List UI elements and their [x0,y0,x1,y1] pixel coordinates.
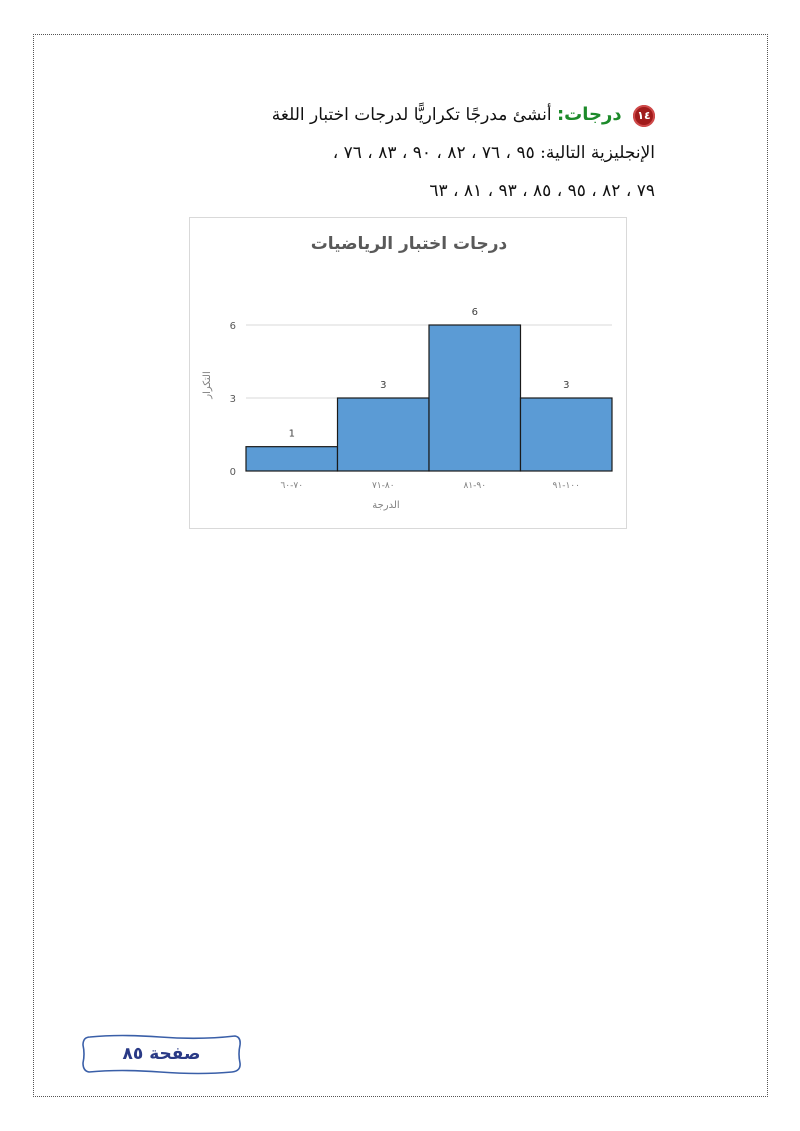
page-number-label [80,1033,243,1075]
x-tick-label: ٧٠-٦٠ [280,481,304,491]
bar-data-label: 3 [380,380,387,391]
chart-canvas [190,218,628,530]
x-axis-label: الدرجة [372,500,400,511]
y-tick-label: 0 [229,467,236,478]
bar-data-label: 1 [288,428,295,440]
y-tick-label: 6 [229,321,236,332]
bar-data-label: 6 [471,307,478,318]
problem-line-1 [195,96,655,134]
histogram-bar [246,447,338,471]
problem-number-badge: ١٤ [633,105,655,127]
problem-statement [195,96,655,210]
problem-line-2: الإنجليزية التالية: ٩٥ ، ٧٦ ، ٨٢ ، ٩٠ ، ٨٣ ، ٧٦ ، [332,143,655,163]
x-tick-label: ١٠٠-٩١ [552,481,580,491]
bar-data-label: 3 [563,380,570,391]
x-tick-label: ٨٠-٧١ [371,481,395,491]
histogram-bar [521,398,613,471]
chart-title: درجات اختبار الرياضيات [310,234,508,254]
y-tick-label: 3 [229,394,236,405]
x-tick-label: ٩٠-٨١ [463,481,487,491]
problem-line-3: ٧٩ ، ٨٢ ، ٩٥ ، ٨٥ ، ٩٣ ، ٨١ ، ٦٣ [429,181,655,201]
y-axis-label: التكرار [202,371,213,399]
problem-keyword: درجات: [556,104,622,125]
page-number-text: صفحة ٨٥ [122,1044,201,1064]
histogram-bar [338,398,430,471]
histogram-bar [429,325,521,471]
problem-text-1: أنشئ مدرجًا تكراريًّا لدرجات اختبار اللغة [271,105,552,125]
histogram-chart [189,217,627,529]
